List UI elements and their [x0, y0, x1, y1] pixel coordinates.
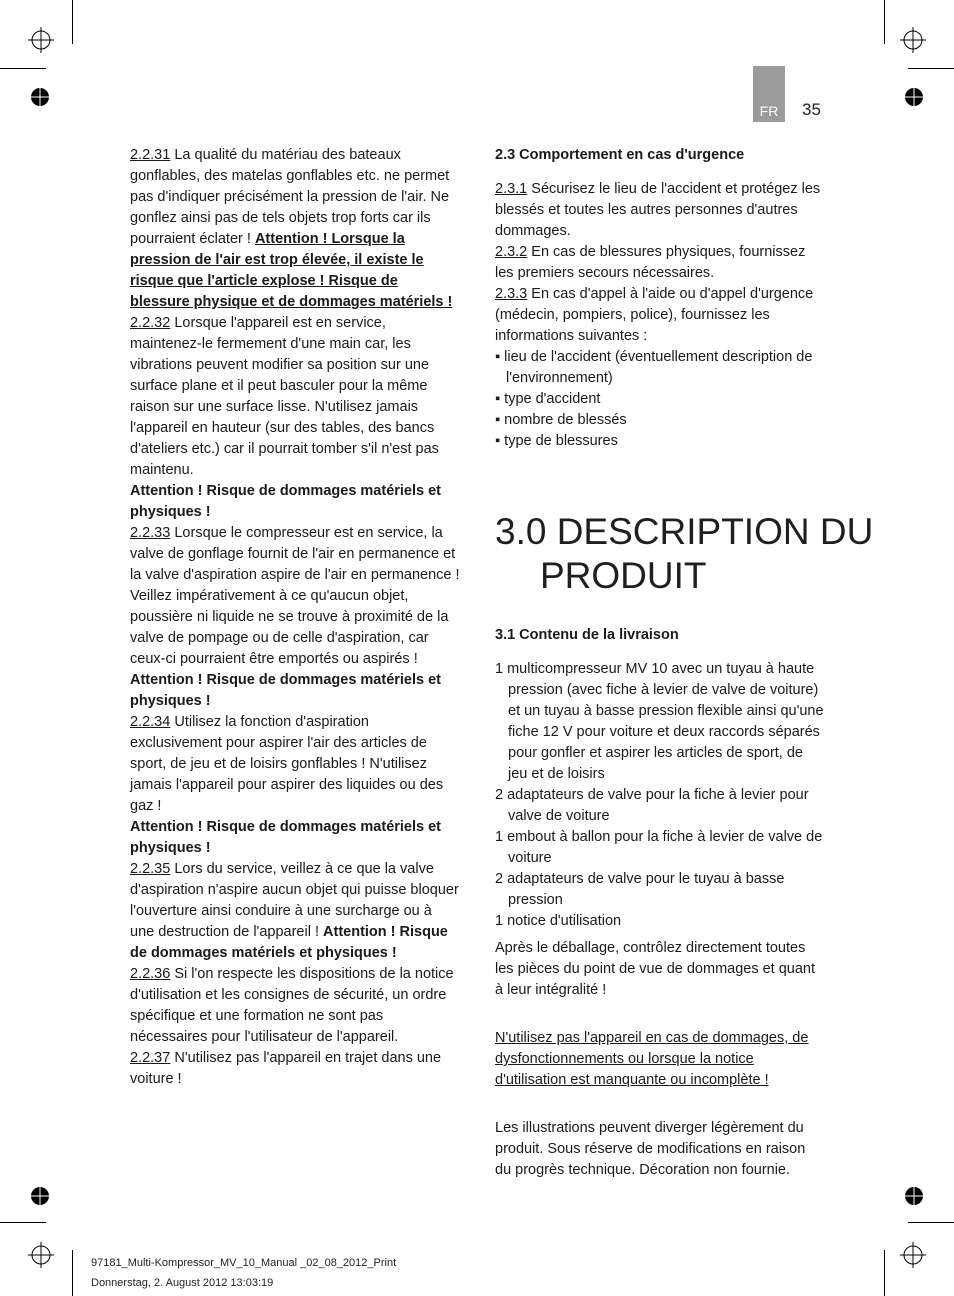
language-label: FR [759, 103, 779, 119]
paragraph-2-2-31 [130, 145, 460, 313]
list-item: 1 embout à ballon pour la fiche à levier de valve de voiture [495, 829, 823, 866]
paragraph-2-3-3 [495, 284, 825, 347]
warning-text: Attention ! Risque de dommages matériels et physiques ! [130, 483, 442, 520]
paragraph-text: Lorsque le compresseur est en service, la valve de gonflage fournit de l'air en permanence et la valve d'aspiration aspire de l'air en permanence ! Veillez impérativement à ce qu'aucun objet, poussière ni liquide ne se trouve à proximité de la valve de pompage ou de celle d'aspiration, car ceux-ci pourraient être emportés ou aspirés ! [130, 525, 460, 667]
paragraph-2-2-32 [130, 313, 460, 481]
section-ref: 2.2.37 [130, 1050, 171, 1066]
left-column [130, 145, 460, 1090]
section-ref: 2.2.35 [130, 861, 171, 877]
paragraph-text: Utilisez la fonction d'aspiration exclusivement pour aspirer l'air des articles de sport, de jeu et de loisirs gonflables ! N'utilisez jamais l'appareil pour aspirer des liquides ou des gaz ! [130, 714, 444, 814]
section-ref: 2.3.3 [495, 286, 528, 302]
registration-mark-icon [900, 1242, 926, 1268]
chapter-title-line2: PRODUIT [540, 555, 707, 596]
paragraph-text: En cas d'appel à l'aide ou d'appel d'urgence (médecin, pompiers, police), fournissez les informations suivantes : [495, 286, 814, 344]
crop-mark [908, 68, 954, 69]
crop-mark [0, 1222, 46, 1223]
registration-mark-icon [28, 27, 54, 53]
paragraph-text: Sécurisez le lieu de l'accident et protégez les blessés et toutes les autres personnes d'autres dommages. [495, 181, 821, 239]
list-item: ▪ type de blessures [495, 433, 618, 449]
chapter-title [495, 510, 873, 598]
crop-mark [884, 1250, 885, 1296]
right-column-upper [495, 145, 825, 452]
paragraph-text: N'utilisez pas l'appareil en trajet dans une voiture ! [130, 1050, 442, 1087]
warning-paragraph: N'utilisez pas l'appareil en cas de dommages, de dysfonctionnements ou lorsque la notice d'utilisation est manquante ou incomplète ! [495, 1030, 809, 1088]
paragraph-2-2-35 [130, 859, 460, 964]
list-item: 1 multicompresseur MV 10 avec un tuyau à haute pression (avec fiche à levier de valve de voiture) et un tuyau à basse pression flexible ainsi qu'une fiche 12 V pour voiture et deux raccords séparés pour gonfler et aspirer les articles de sport, de jeu et de loisirs [495, 661, 824, 782]
footer-filename: 97181_Multi-Kompressor_MV_10_Manual _02_08_2012_Print [91, 1257, 397, 1269]
section-ref: 2.2.34 [130, 714, 171, 730]
section-heading: 3.1 Contenu de la livraison [495, 627, 679, 643]
paragraph-2-3-1 [495, 179, 825, 242]
list-item: 2 adaptateurs de valve pour le tuyau à basse pression [495, 871, 785, 908]
warning-text: Attention ! Risque de dommages matériels et physiques ! [130, 819, 442, 856]
crop-mark [72, 0, 73, 44]
section-ref: 2.3.1 [495, 181, 528, 197]
crop-mark [908, 1222, 954, 1223]
paragraph-text: Les illustrations peuvent diverger légèrement du produit. Sous réserve de modifications en raison du progrès technique. Décoration non fournie. [495, 1120, 806, 1178]
registration-dot-icon [30, 87, 50, 107]
section-heading: 2.3 Comportement en cas d'urgence [495, 147, 745, 163]
crop-mark [72, 1250, 73, 1296]
section-ref: 2.2.36 [130, 966, 171, 982]
list-item: 2 adaptateurs de valve pour la fiche à levier pour valve de voiture [495, 787, 809, 824]
list-item: ▪ nombre de blessés [495, 412, 627, 428]
warning-text: Attention ! Lorsque la pression de l'air est trop élevée, il existe le risque que l'article explose ! Risque de blessure physique et de dommages matériels ! [130, 231, 453, 310]
language-tab [753, 66, 785, 122]
page-number: 35 [802, 100, 821, 119]
paragraph-2-2-36 [130, 964, 460, 1048]
right-column-lower [495, 625, 825, 1181]
warning-text: Attention ! Risque de dommages matériels et physiques ! [130, 672, 442, 709]
section-ref: 2.2.33 [130, 525, 171, 541]
paragraph-2-2-33 [130, 523, 460, 670]
paragraph-text: La qualité du matériau des bateaux gonflables, des matelas gonflables etc. ne permet pas d'indiquer précisément la pression de l'air. Ne gonflez ainsi pas de tels objets trop forts car ils pourraient éclater ! [130, 147, 450, 247]
crop-mark [884, 0, 885, 44]
paragraph-text: Lors du service, veillez à ce que la valve d'aspiration n'aspire aucun objet qui puisse bloquer l'ouverture ainsi conduire à une surcharge ou à une destruction de l'appareil ! [130, 861, 459, 940]
paragraph-2-2-37 [130, 1048, 460, 1090]
section-ref: 2.2.32 [130, 315, 171, 331]
list-item: ▪ lieu de l'accident (éventuellement description de l'environnement) [495, 349, 813, 386]
list-item: 1 notice d'utilisation [495, 913, 622, 929]
paragraph-2-3-2 [495, 242, 825, 284]
paragraph-text: Si l'on respecte les dispositions de la notice d'utilisation et les consignes de sécurité, un ordre spécifique et une formation ne sont pas nécessaires pour l'utilisateur de l'appareil. [130, 966, 454, 1045]
paragraph-text: En cas de blessures physiques, fournissez les premiers secours nécessaires. [495, 244, 806, 281]
paragraph-text: Lorsque l'appareil est en service, maintenez-le fermement d'une main car, les vibrations peuvent modifier sa position sur une surface plane et il peut basculer pour la même raison sur une surface lisse. N'utilisez jamais l'appareil en hauteur (sur des tables, des bancs d'ateliers etc.) car il pourrait tomber s'il n'est pas maintenu. [130, 315, 439, 478]
section-ref: 2.2.31 [130, 147, 171, 163]
registration-mark-icon [900, 27, 926, 53]
paragraph-text: Après le déballage, contrôlez directement toutes les pièces du point de vue de dommages et quant à leur intégralité ! [495, 940, 816, 998]
chapter-title-line1: 3.0 DESCRIPTION DU [495, 511, 874, 552]
list-item: ▪ type d'accident [495, 391, 601, 407]
registration-mark-icon [28, 1242, 54, 1268]
registration-dot-icon [904, 1186, 924, 1206]
footer-timestamp: Donnerstag, 2. August 2012 13:03:19 [91, 1277, 274, 1289]
registration-dot-icon [904, 87, 924, 107]
paragraph-2-2-34 [130, 712, 460, 817]
crop-mark [0, 68, 46, 69]
registration-dot-icon [30, 1186, 50, 1206]
warning-text: Attention ! Risque de dommages matériels et physiques ! [130, 924, 448, 961]
section-ref: 2.3.2 [495, 244, 528, 260]
